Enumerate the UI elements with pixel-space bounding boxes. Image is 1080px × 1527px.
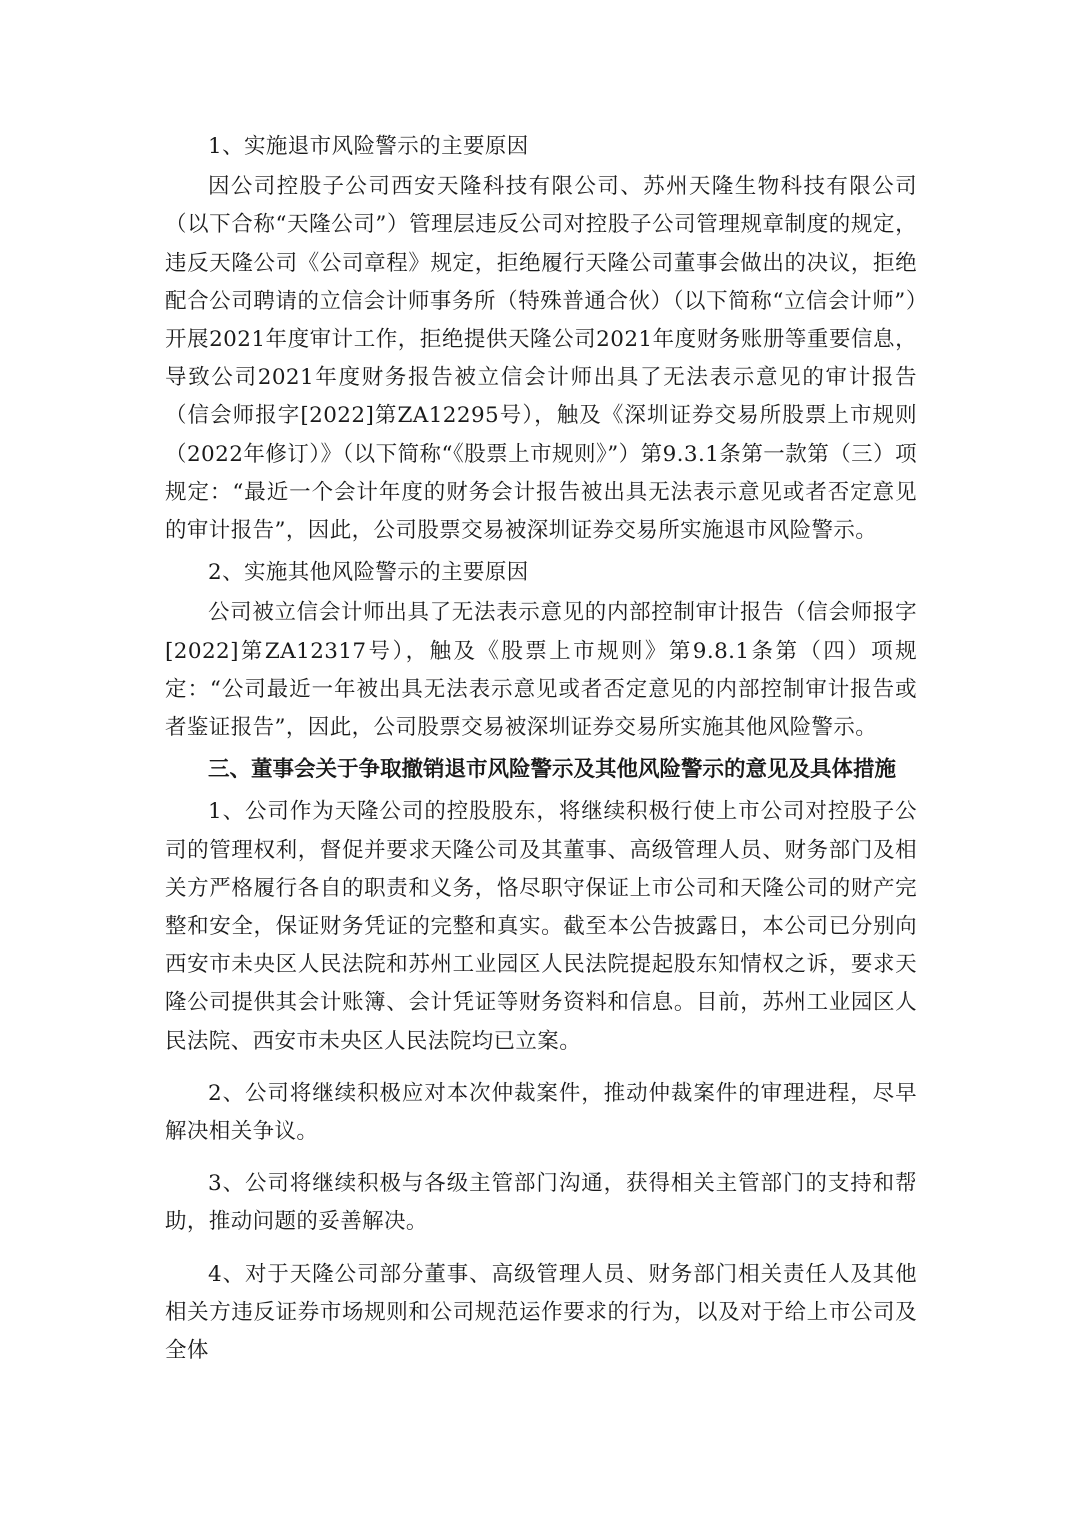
paragraph-other-risk-reason: 公司被立信会计师出具了无法表示意见的内部控制审计报告（信会师报字[2022]第ZA12317号），触及《股票上市规则》第9.8.1条第（四）项规定：“公司最近一年被出具无法表示意见或者否定意见的内部控制审计报告或者鉴证报告”，因此，公司股票交易被深圳证券交易所实施其他风险警示。 (165, 600, 917, 741)
paragraph-measure-2: 2、公司将继续积极应对本次仲裁案件，推动仲裁案件的审理进程，尽早解决相关争议。 (165, 1080, 917, 1145)
paragraph-delisting-reason: 因公司控股子公司西安天隆科技有限公司、苏州天隆生物科技有限公司（以下合称“天隆公司”）管理层违反公司对控股子公司管理规章制度的规定，违反天隆公司《公司章程》规定，拒绝履行天隆公司董事会做出的决议，拒绝配合公司聘请的立信会计师事务所（特殊普通合伙）（以下简称“立信会计师”）开展2021年度审计工作，拒绝提供天隆公司2021年度财务账册等重要信息，导致公司2021年度财务报告被立信会计师出具了无法表示意见的审计报告（信会师报字[2022]第ZA12295号），触及《深圳证券交易所股票上市规则（2022年修订）》（以下简称“《股票上市规则》”）第9.3.1条第一款第（三）项规定：“最近一个会计年度的财务会计报告被出具无法表示意见或者否定意见的审计报告”，因此，公司股票交易被深圳证券交易所实施退市风险警示。 (165, 174, 917, 544)
section-heading-2: 2、实施其他风险警示的主要原因 (208, 560, 529, 586)
section-heading-3: 三、董事会关于争取撤销退市风险警示及其他风险警示的意见及具体措施 (208, 757, 897, 783)
paragraph-measure-4: 4、对于天隆公司部分董事、高级管理人员、财务部门相关责任人及其他相关方违反证券市场规则和公司规范运作要求的行为，以及对于给上市公司及全体 (165, 1261, 917, 1364)
paragraph-measure-1: 1、公司作为天隆公司的控股股东，将继续积极行使上市公司对控股子公司的管理权利，督促并要求天隆公司及其董事、高级管理人员、财务部门及相关方严格履行各自的职责和义务，恪尽职守保证上市公司和天隆公司的财产完整和安全，保证财务凭证的完整和真实。截至本公告披露日，本公司已分别向西安市未央区人民法院和苏州工业园区人民法院提起股东知情权之诉，要求天隆公司提供其会计账簿、会计凭证等财务资料和信息。目前，苏州工业园区人民法院、西安市未央区人民法院均已立案。 (165, 799, 917, 1054)
document-page (165, 128, 917, 1374)
paragraph-measure-3: 3、公司将继续积极与各级主管部门沟通，获得相关主管部门的支持和帮助，推动问题的妥善解决。 (165, 1171, 917, 1235)
section-heading-1: 1、实施退市风险警示的主要原因 (208, 134, 529, 159)
